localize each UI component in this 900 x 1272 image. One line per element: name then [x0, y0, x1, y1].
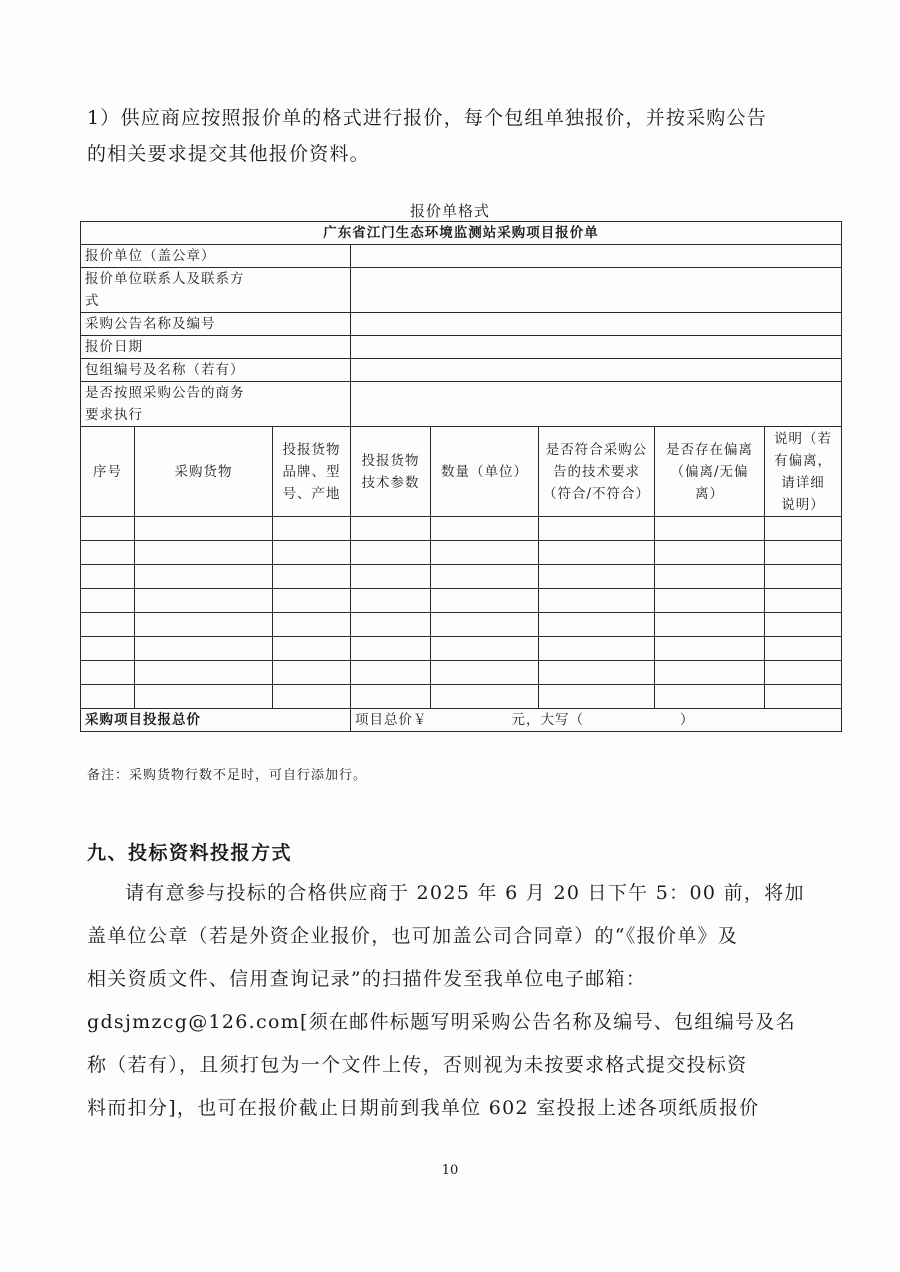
table-cell[interactable] [431, 637, 539, 661]
table-cell[interactable] [765, 685, 842, 709]
table-cell[interactable] [431, 589, 539, 613]
table-cell[interactable] [765, 589, 842, 613]
column-header-remarks: 说明（若 有偏离， 请详细 说明） [765, 427, 842, 517]
table-cell[interactable] [765, 637, 842, 661]
table-cell[interactable] [351, 517, 431, 541]
table-cell[interactable] [539, 517, 655, 541]
table-row [81, 685, 842, 709]
table-cell[interactable] [655, 589, 765, 613]
info-value-contact[interactable] [351, 268, 842, 313]
info-label-unit: 报价单位（盖公章） [81, 245, 351, 268]
table-cell[interactable] [135, 613, 273, 637]
table-cell[interactable] [351, 661, 431, 685]
total-price-value[interactable] [351, 709, 842, 732]
table-cell[interactable] [765, 565, 842, 589]
table-cell[interactable] [81, 565, 135, 589]
table-cell[interactable] [539, 613, 655, 637]
table-cell[interactable] [135, 565, 273, 589]
body-line-1: 请有意参与投标的合格供应商于 2025 年 6 月 20 日下午 5：00 前，将加 [125, 882, 805, 904]
table-cell[interactable] [539, 661, 655, 685]
table-cell[interactable] [351, 637, 431, 661]
table-cell[interactable] [431, 541, 539, 565]
table-row [81, 637, 842, 661]
total-price-capital: 元，大写（ [511, 712, 584, 728]
table-cell[interactable] [655, 637, 765, 661]
table-cell[interactable] [81, 637, 135, 661]
info-value-date[interactable] [351, 336, 842, 359]
table-cell[interactable] [135, 661, 273, 685]
table-cell[interactable] [431, 565, 539, 589]
body-line-2: 盖单位公章（若是外资企业报价，也可加盖公司合同章）的“《报价单》及 [87, 925, 739, 947]
table-cell[interactable] [539, 565, 655, 589]
quote-table-body [81, 222, 842, 732]
table-cell[interactable] [135, 589, 273, 613]
quote-form-table [80, 221, 842, 732]
table-row [81, 565, 842, 589]
table-cell[interactable] [273, 661, 351, 685]
column-header-quantity: 数量（单位） [431, 427, 539, 517]
body-line-3: 相关资质文件、信用查询记录”的扫描件发至我单位电子邮箱： [87, 968, 647, 990]
table-cell[interactable] [765, 613, 842, 637]
info-label-contact: 报价单位联系人及联系方 式 [81, 268, 351, 313]
table-cell[interactable] [351, 685, 431, 709]
table-caption: 报价单格式 [409, 202, 490, 220]
info-label-notice-name: 采购公告名称及编号 [81, 313, 351, 336]
table-cell[interactable] [655, 661, 765, 685]
section-body [87, 872, 807, 1130]
table-cell[interactable] [431, 517, 539, 541]
total-price-suffix: ） [680, 712, 695, 728]
column-header-goods: 采购货物 [135, 427, 273, 517]
intro-line-1: 1）供应商应按照报价单的格式进行报价，每个包组单独报价，并按采购公告 [87, 107, 767, 129]
table-row [81, 613, 842, 637]
table-cell[interactable] [431, 661, 539, 685]
table-cell[interactable] [135, 637, 273, 661]
table-cell[interactable] [135, 541, 273, 565]
table-cell[interactable] [273, 589, 351, 613]
table-cell[interactable] [539, 589, 655, 613]
intro-line-2: 的相关要求提交其他报价资料。 [87, 143, 370, 165]
body-line-5: 称（若有），且须打包为一个文件上传，否则视为未按要求格式提交投标资 [87, 1054, 748, 1076]
info-value-business-terms[interactable] [351, 382, 842, 427]
table-cell[interactable] [351, 565, 431, 589]
info-value-notice-name[interactable] [351, 313, 842, 336]
body-line-4: gdsjmzcg@126.com[须在邮件标题写明采购公告名称及编号、包组编号及名 [87, 1011, 796, 1033]
table-cell[interactable] [765, 541, 842, 565]
info-value-package[interactable] [351, 359, 842, 382]
table-cell[interactable] [81, 661, 135, 685]
table-row [81, 541, 842, 565]
table-cell[interactable] [539, 541, 655, 565]
table-cell[interactable] [273, 541, 351, 565]
table-cell[interactable] [431, 613, 539, 637]
total-price-label: 采购项目投报总价 [81, 709, 351, 732]
info-label-business-terms: 是否按照采购公告的商务 要求执行 [81, 382, 351, 427]
total-price-prefix: 项目总价￥ [355, 712, 428, 728]
column-header-compliance: 是否符合采购公 告的技术要求 （符合/不符合） [539, 427, 655, 517]
table-cell[interactable] [351, 589, 431, 613]
table-cell[interactable] [655, 685, 765, 709]
info-label-package: 包组编号及名称（若有） [81, 359, 351, 382]
section-heading: 九、投标资料投报方式 [87, 842, 293, 864]
column-header-deviation: 是否存在偏离 （偏离/无偏 离） [655, 427, 765, 517]
column-header-tech-params: 投报货物 技术参数 [351, 427, 431, 517]
info-value-unit[interactable] [351, 245, 842, 268]
table-cell[interactable] [135, 517, 273, 541]
table-cell[interactable] [351, 613, 431, 637]
table-cell[interactable] [431, 685, 539, 709]
table-cell[interactable] [81, 517, 135, 541]
table-cell[interactable] [273, 637, 351, 661]
table-note: 备注：采购货物行数不足时，可自行添加行。 [87, 768, 368, 783]
table-row [81, 517, 842, 541]
body-line-6: 料而扣分]，也可在报价截止日期前到我单位 602 室投报上述各项纸质报价 [87, 1097, 760, 1119]
table-cell[interactable] [81, 589, 135, 613]
table-cell[interactable] [539, 637, 655, 661]
info-label-date: 报价日期 [81, 336, 351, 359]
table-cell[interactable] [273, 685, 351, 709]
quote-table-title: 广东省江门生态环境监测站采购项目报价单 [81, 222, 842, 245]
table-cell[interactable] [273, 565, 351, 589]
table-cell[interactable] [765, 517, 842, 541]
column-header-no: 序号 [81, 427, 135, 517]
table-cell[interactable] [81, 613, 135, 637]
table-cell[interactable] [765, 661, 842, 685]
table-cell[interactable] [273, 517, 351, 541]
table-cell[interactable] [655, 613, 765, 637]
table-cell[interactable] [655, 565, 765, 589]
table-cell[interactable] [655, 517, 765, 541]
table-row [81, 589, 842, 613]
table-cell[interactable] [539, 685, 655, 709]
table-cell[interactable] [81, 541, 135, 565]
table-cell[interactable] [81, 685, 135, 709]
table-cell[interactable] [135, 685, 273, 709]
column-header-brand: 投报货物 品牌、型 号、产地 [273, 427, 351, 517]
intro-paragraph [87, 100, 767, 172]
page-number: 10 [441, 1163, 459, 1178]
table-row [81, 661, 842, 685]
table-cell[interactable] [351, 541, 431, 565]
table-cell[interactable] [273, 613, 351, 637]
table-cell[interactable] [655, 541, 765, 565]
